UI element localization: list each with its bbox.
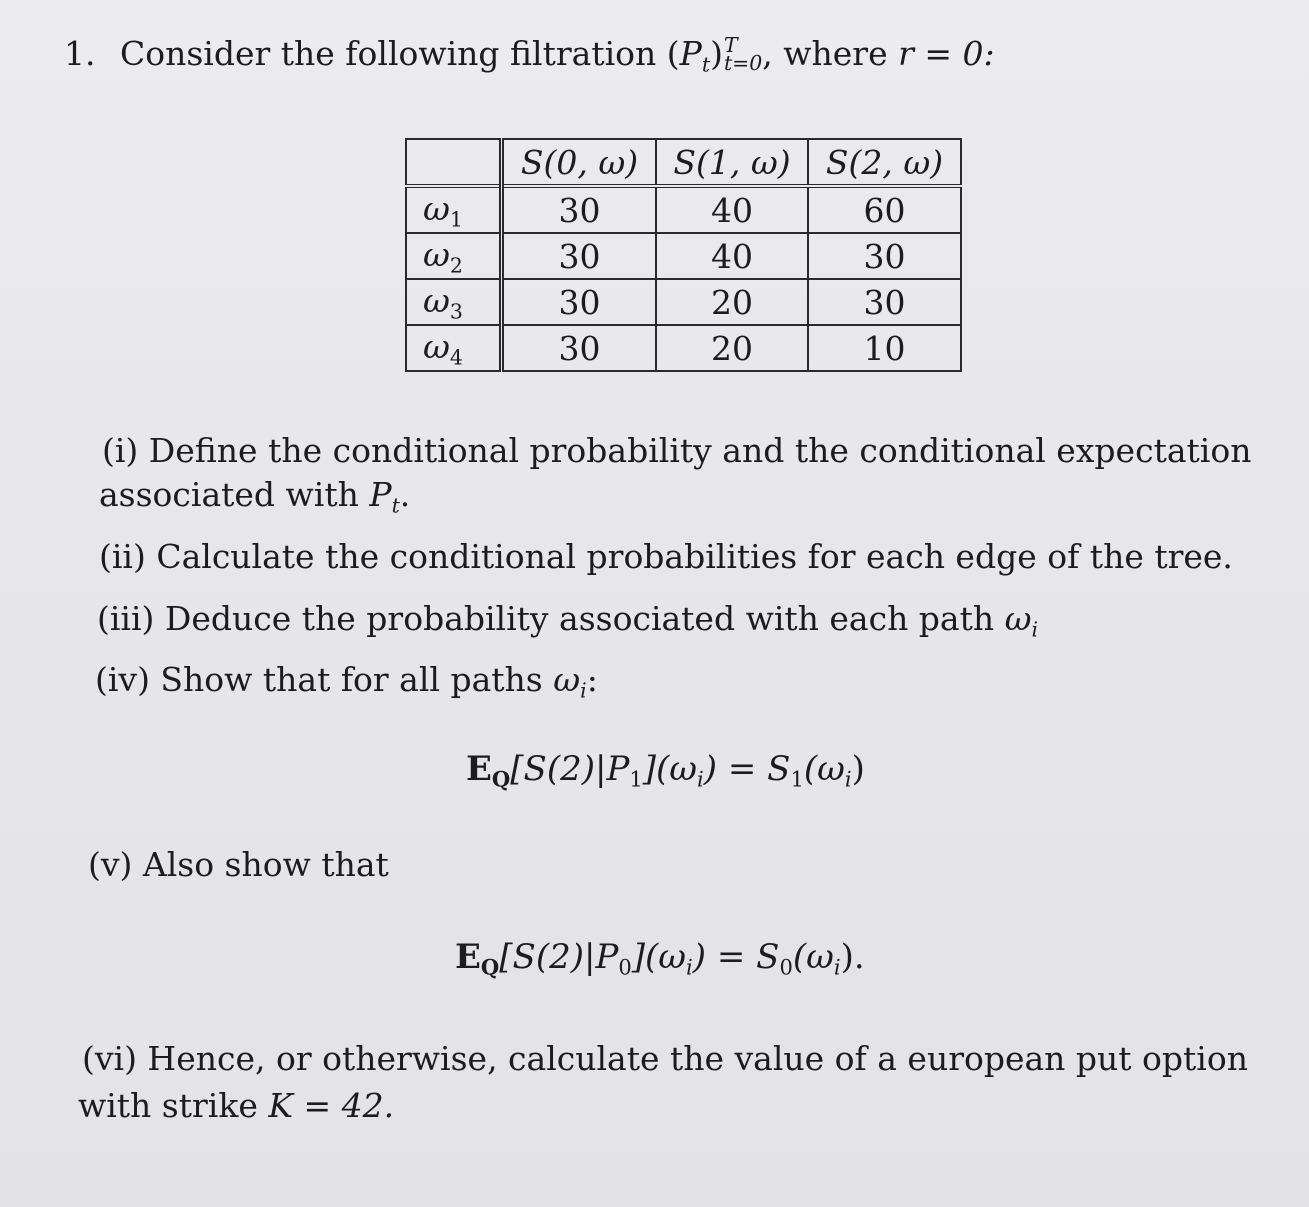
table-row [406,279,961,325]
table-cell: 30 [808,279,961,325]
table-row [406,233,961,279]
table-cell: 60 [808,186,961,233]
table-cell: 20 [656,325,808,371]
table-header-cell: S(0, ω) [502,139,657,186]
stock-price-table [405,138,962,372]
path-label: $\omega_2$ [406,233,502,279]
part-ii: (ii) Calculate the conditional probabilities for each edge of the tree. [99,537,1233,576]
part-vi-line1: (vi) Hence, or otherwise, calculate the value of a european put option [82,1039,1248,1078]
where-text: , where [762,34,888,73]
part-iii: (iii) Deduce the probability associated with each path $\omega_i$ [97,599,1039,642]
table-row [406,186,961,233]
table-cell: 30 [502,186,657,233]
path-label: $\omega_1$ [406,186,502,233]
table-cell: 40 [656,186,808,233]
filtration-notation: $(P_t)$ T t=0 [666,32,763,77]
table-cell: 30 [502,325,657,371]
path-label: $\omega_4$ [406,325,502,371]
equation-1: $E_Q[S(2)|P_1](\omega_i) = S_1(\omega_i)$ [466,749,865,792]
part-i-line1: (i) Define the conditional probability and the conditional expectation [102,431,1252,470]
question-number: 1. [64,34,96,73]
question-header [64,32,995,77]
rate-condition: r = 0: [898,34,995,73]
part-v: (v) Also show that [88,845,389,884]
path-label: $\omega_3$ [406,279,502,325]
question-intro: Consider the following filtration [120,34,657,73]
table-cell: 30 [502,279,657,325]
table-cell: 30 [808,233,961,279]
table-header-cell: S(2, ω) [808,139,961,186]
table-cell: 30 [502,233,657,279]
part-i-line2: associated with $P_t$. [99,475,411,518]
table-row [406,325,961,371]
equation-2: $E_Q[S(2)|P_0](\omega_i) = S_0(\omega_i)$. [455,937,865,980]
part-iv: (iv) Show that for all paths $\omega_i$: [95,660,598,703]
table-cell: 20 [656,279,808,325]
table-corner-cell [406,139,502,186]
table-header-row [406,139,961,186]
table-cell: 10 [808,325,961,371]
table-cell: 40 [656,233,808,279]
part-vi-line2: with strike K = 42. [78,1086,395,1125]
table-header-cell: S(1, ω) [656,139,808,186]
